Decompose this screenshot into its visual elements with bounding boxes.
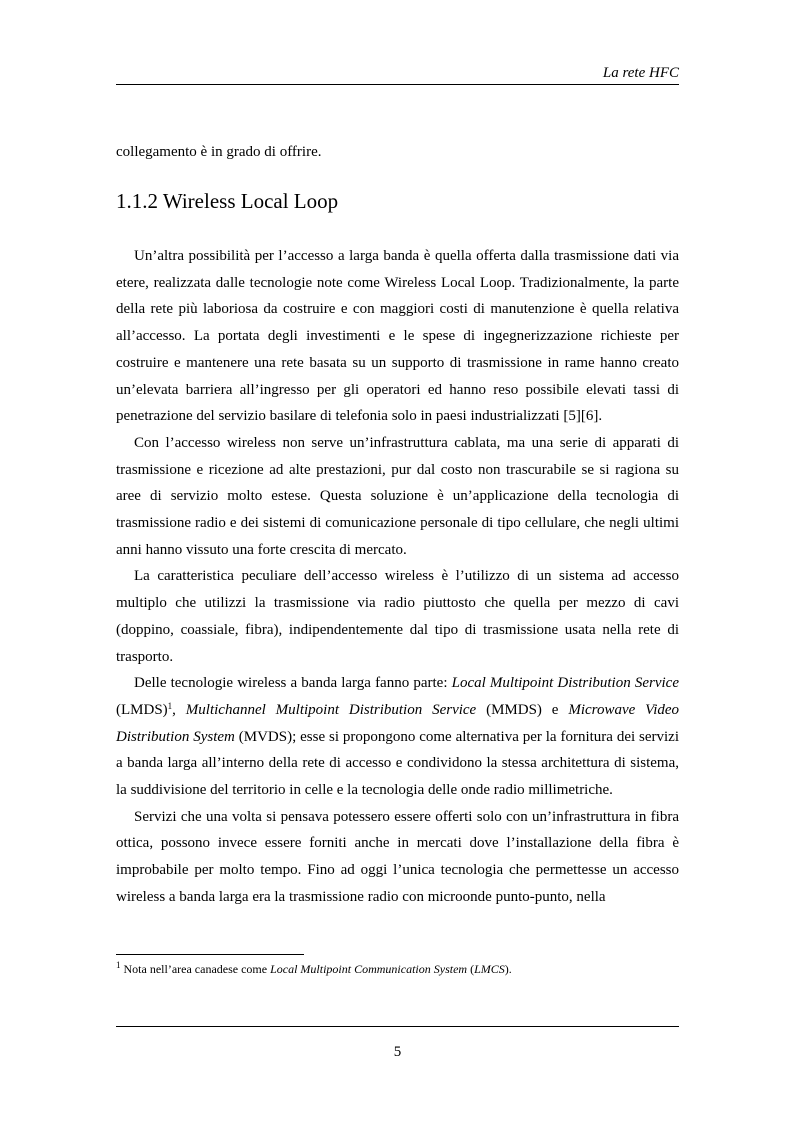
footnote-term: Local Multipoint Communication System (270, 962, 468, 976)
footnote (116, 961, 679, 977)
continuation-paragraph: collegamento è in grado di offrire. (116, 144, 322, 160)
abbr-lmds: (LMDS) (116, 701, 168, 718)
footer-rule (116, 1026, 679, 1027)
paragraph-2: Con l’accesso wireless non serve un’infrastruttura cablata, ma una serie di apparati di trasmissione e ricezione ad alte prestazioni, pur dal costo non trascurabile se si ragiona su aree di servizio molto estese. Questa soluzione è un’applicazione della tecnologia di trasmissione radio e dei sistemi di comunicazione personale di tipo cellulare, che negli ultimi anni hanno vissuto una forte crescita di mercato. (116, 434, 679, 558)
continuation-text (116, 139, 679, 166)
p4-lead: Delle tecnologie wireless a banda larga fanno parte: (134, 675, 452, 692)
footnote-abbr: LMCS (474, 962, 505, 976)
p4-tail: (MVDS); esse si propongono come alternativa per la fornitura dei servizi a banda larga all’interno della rete di accesso e condividono la stessa architettura di sistema, la suddivisione del territorio in celle e la tecnologia delle onde radio millimetriche. (116, 728, 679, 799)
footnote-open: ( (467, 962, 475, 976)
running-head: La rete HFC (602, 65, 679, 81)
section-heading: 1.1.2 Wireless Local Loop (116, 189, 339, 213)
footnote-rule (116, 954, 304, 955)
paragraph-1: Un’altra possibilità per l’accesso a larga banda è quella offerta dalla trasmissione dati via etere, realizzata dalle tecnologie note come Wireless Local Loop. Tradizionalmente, la parte della rete più laboriosa da costruire e con maggiori costi di manutenzione è quella relativa all’accesso. La portata degli investimenti e le spese di ingegnerizzazione richieste per costruire e mantenere una rete basata su un supporto di trasmissione in rame hanno creato un’elevata barriera all’ingresso per gli operatori ed hanno reso possibile elevati tassi di penetrazione del servizio basilare di telefonia solo in paesi industrializzati [5][6]. (116, 248, 679, 425)
footnote-close: ). (504, 962, 512, 976)
footnote-lead: Nota nell’area canadese come (120, 962, 271, 976)
p4-sep: , (172, 701, 186, 718)
term-mmds: Multichannel Multipoint Distribution Service (185, 701, 477, 718)
body-text (116, 243, 679, 911)
header-rule (116, 84, 679, 85)
page-number: 5 (393, 1044, 402, 1060)
footnote-ref[interactable]: 1 (167, 700, 173, 711)
footnote-mark: 1 (116, 960, 121, 970)
term-mvds: Microwave Video Distribution System (116, 701, 680, 745)
paragraph-4 (116, 670, 679, 804)
paragraph-5: Servizi che una volta si pensava potessero essere offerti solo con un’infrastruttura in fibra ottica, possono invece essere forniti anche in mercati dove l’installazione della fibra è improbabile per molto tempo. Fino ad oggi l’unica tecnologia che permettesse un accesso wireless a banda larga era la trasmissione radio con microonde punto-punto, nella (116, 808, 679, 905)
abbr-mmds: (MMDS) e (476, 701, 569, 718)
paragraph-3: La caratteristica peculiare dell’accesso wireless è l’utilizzo di un sistema ad accesso multiplo che utilizzi la trasmissione via radio piuttosto che quella per mezzo di cavi (doppino, coassiale, fibra), indipendentemente dal tipo di trasmissione usata nella rete di trasporto. (116, 568, 679, 665)
term-lmds: Local Multipoint Distribution Service (451, 675, 679, 692)
